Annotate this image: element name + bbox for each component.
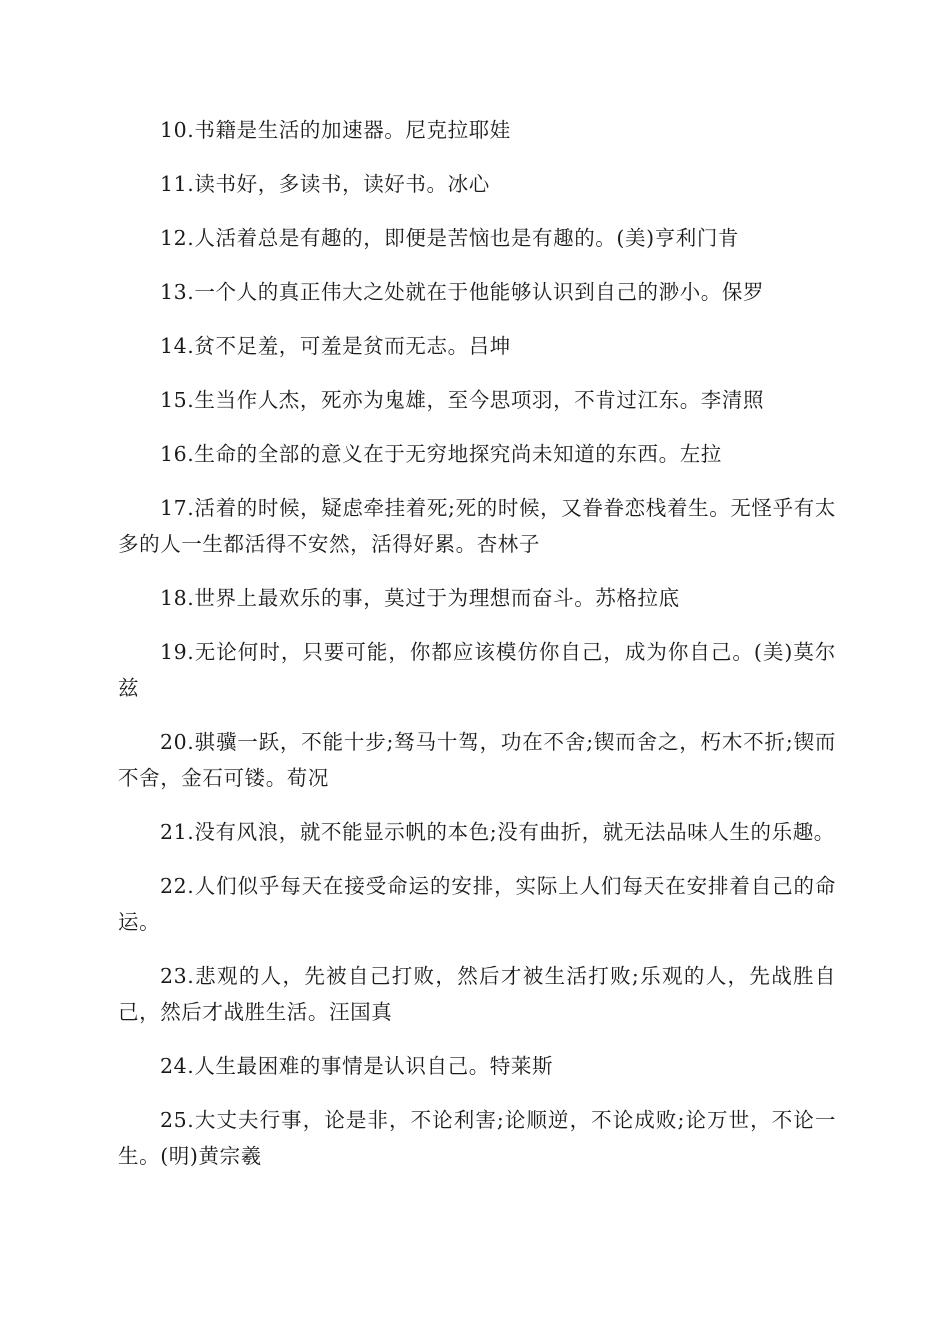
quote-18: 18.世界上最欢乐的事，莫过于为理想而奋斗。苏格拉底 [160,586,680,610]
quote-23: 23.悲观的人，先被自己打败，然后才被生活打败;乐观的人，先战胜自己，然后才战胜生活。汪国真 [118,964,836,1024]
quote-20: 20.骐骥一跃，不能十步;驽马十驾，功在不舍;锲而舍之，朽木不折;锲而不舍，金石可镂。荀况 [118,730,836,790]
quote-12: 12.人活着总是有趣的，即便是苦恼也是有趣的。(美)亨利门肯 [160,226,740,250]
quote-21: 21.没有风浪，就不能显示帆的本色;没有曲折，就无法品味人生的乐趣。 [160,820,835,844]
quote-list [118,112,836,1192]
quote-16: 16.生命的全部的意义在于无穷地探究尚未知道的东西。左拉 [160,442,722,466]
quote-19: 19.无论何时，只要可能，你都应该模仿你自己，成为你自己。(美)莫尔兹 [118,640,836,700]
quote-11: 11.读书好，多读书，读好书。冰心 [160,172,490,196]
quote-13: 13.一个人的真正伟大之处就在于他能够认识到自己的渺小。保罗 [160,280,765,304]
quote-15: 15.生当作人杰，死亦为鬼雄，至今思项羽，不肯过江东。李清照 [160,388,765,412]
quote-17: 17.活着的时候，疑虑牵挂着死;死的时候，又眷眷恋栈着生。无怪乎有太多的人一生都活得不安然，活得好累。杏林子 [118,496,836,556]
quote-22: 22.人们似乎每天在接受命运的安排，实际上人们每天在安排着自己的命运。 [118,874,836,934]
quote-25: 25.大丈夫行事，论是非，不论利害;论顺逆，不论成败;论万世，不论一生。(明)黄宗羲 [118,1108,836,1168]
quote-10: 10.书籍是生活的加速器。尼克拉耶娃 [160,118,511,142]
quote-14: 14.贫不足羞，可羞是贫而无志。吕坤 [160,334,511,358]
quote-24: 24.人生最困难的事情是认识自己。特莱斯 [160,1054,554,1078]
